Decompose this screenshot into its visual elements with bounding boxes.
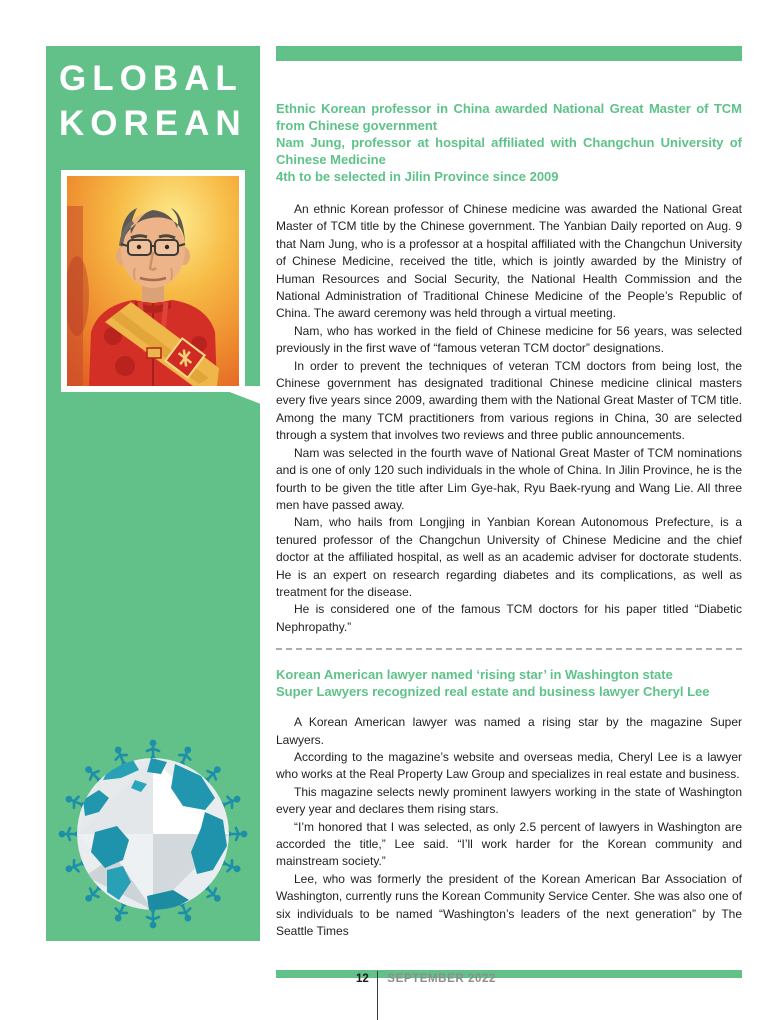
- article-column: [276, 46, 742, 978]
- paragraph: Lee, who was formerly the president of the Korean American Bar Association of Washington, currently runs the Korean Community Service Center. She was also one of six individuals to be named “Washington’s leaders of the next generation” by The Seattle Times: [276, 871, 742, 939]
- headline-line: Ethnic Korean professor in China awarded National Great Master of TCM from Chinese government: [276, 101, 742, 133]
- paragraph: An ethnic Korean professor of Chinese medicine was awarded the National Great Master of TCM title by the Chinese government. The Yanbian Daily reported on Aug. 9 that Nam Jung, who is a professor at a hospital affiliated with the Changchun University of Chinese Medicine, received the title, which is jointly awarded by the Ministry of Human Resources and Social Security, the National Health Commission and the National Administration of Traditional Chinese Medicine of the People’s Republic of China. The award ceremony was held through a virtual meeting.: [276, 202, 742, 321]
- paragraph: This magazine selects newly prominent lawyers working in the state of Washington every year and declares them rising stars.: [276, 784, 742, 817]
- paragraph: In order to prevent the techniques of veteran TCM doctors from being lost, the Chinese government has designated traditional Chinese medicine clinical masters every five years since 2009, awarding them with the National Great Master of TCM title. Among the many TCM practitioners from various regions in China, 30 are selected through a system that involves two reviews and three public announcements.: [276, 358, 742, 443]
- paragraph: “I’m honored that I was selected, as only 2.5 percent of lawyers in Washington are accorded the title,” Lee said. “I’ll work harder for the Korean community and mainstream society.”: [276, 819, 742, 869]
- portrait-illustration: [67, 176, 239, 386]
- portrait-photo: [61, 170, 245, 392]
- section-title: [46, 46, 260, 146]
- brand-line-1: GLOBAL: [59, 59, 243, 98]
- dashed-divider: [276, 648, 742, 650]
- headline-line: Korean American lawyer named ‘rising star’ in Washington state: [276, 667, 673, 683]
- issue-date: SEPTEMBER 2022: [387, 973, 497, 985]
- paragraph: A Korean American lawyer was named a rising star by the magazine Super Lawyers.: [276, 715, 742, 747]
- page-number: 12: [356, 973, 369, 985]
- sidebar: [46, 46, 260, 941]
- headline-line: Nam Jung, professor at hospital affiliated with Changchun University of Chinese Medicine: [276, 135, 742, 167]
- article-lawyer-body: [276, 714, 742, 940]
- headline-line: Super Lawyers recognized real estate and business lawyer Cheryl Lee: [276, 684, 710, 700]
- speech-bubble-tail-icon: [214, 386, 266, 406]
- paragraph: He is considered one of the famous TCM doctors for his paper titled “Diabetic Nephropathy.”: [276, 602, 742, 634]
- paragraph: Nam, who has worked in the field of Chinese medicine for 56 years, was selected previously in the first wave of “famous veteran TCM doctor” designations.: [276, 323, 742, 356]
- article-lawyer-headline: [276, 666, 742, 700]
- article-lawyer: [276, 666, 742, 940]
- globe-icon: [55, 736, 251, 936]
- globe-illustration: [55, 736, 251, 936]
- article-tcm-body: [276, 201, 742, 636]
- article-tcm: [276, 100, 742, 636]
- page-footer: [356, 971, 496, 1020]
- top-accent-bar: [276, 46, 742, 61]
- paragraph: Nam was selected in the fourth wave of National Great Master of TCM nominations and is one of only 120 such individuals in the whole of China. In Jilin Province, he is the fourth to be given the title after Lim Gye-hak, Ryu Baek-ryung and Wang Lie. All three men have passed away.: [276, 445, 742, 512]
- bottom-accent-bar: [276, 970, 742, 978]
- paragraph: Nam, who hails from Longjing in Yanbian Korean Autonomous Prefecture, is a tenured professor of the Changchun University of Chinese Medicine and the chief doctor at the affiliated hospital, as well as an academic adviser for doctorate students. He is an expert on research regarding diabetes and its complications, as well as treatment for the disease.: [276, 515, 742, 599]
- brand-line-2: KOREAN: [59, 104, 247, 143]
- footer-divider: [377, 971, 379, 1020]
- paragraph: According to the magazine’s website and overseas media, Cheryl Lee is a lawyer who works at the Real Property Law Group and specializes in real estate and business.: [276, 749, 742, 782]
- article-tcm-headline: [276, 100, 742, 185]
- headline-line: 4th to be selected in Jilin Province since 2009: [276, 169, 559, 184]
